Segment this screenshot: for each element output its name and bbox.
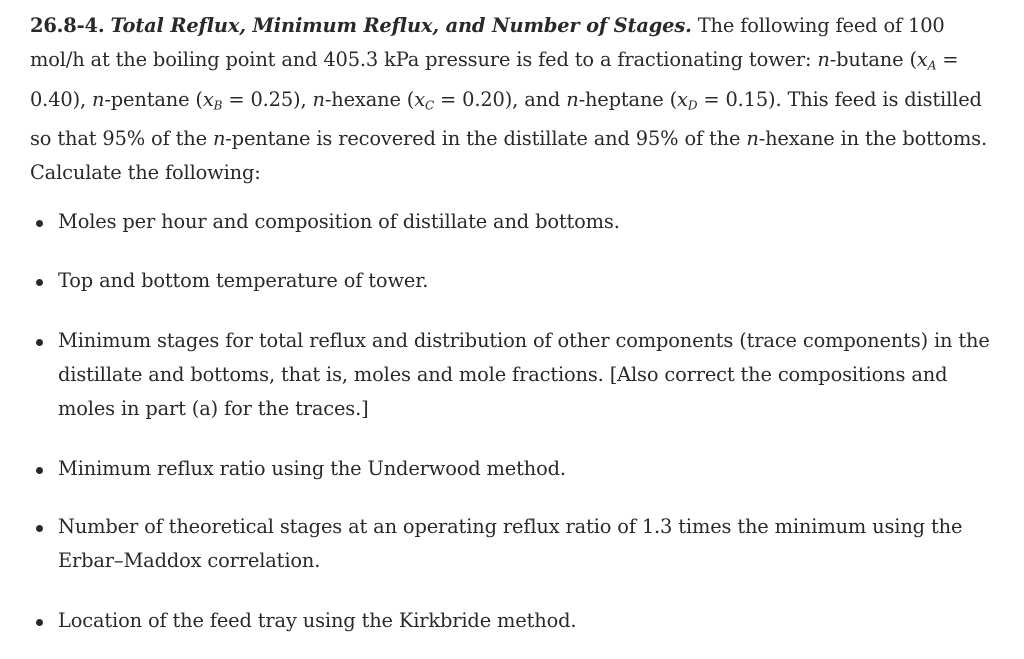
n-prefix: n (817, 48, 830, 71)
task-text: Minimum reflux ratio using the Underwood method. (58, 457, 566, 480)
bullet-icon (36, 279, 43, 286)
list-item (30, 324, 1005, 426)
mole-fraction-symbol: $x_B$ (202, 87, 223, 113)
n-prefix: n (746, 127, 759, 151)
bullet-icon (36, 467, 43, 474)
n-prefix: n (212, 127, 226, 151)
bullet-icon (36, 525, 43, 532)
mole-fraction-symbol: $x_C$ (414, 87, 435, 113)
bullet-icon (36, 619, 43, 626)
intro-text: The following feed of 100 mol/h at the boiling point and 405.3 kPa pressure is fed to a fractionating tower: (30, 14, 945, 71)
task-text: Number of theoretical stages at an operating reflux ratio of 1.3 times the minimum using the Erbar–Maddox correlation. (58, 515, 963, 572)
list-item (30, 604, 1005, 638)
list-item (30, 510, 1005, 578)
n-prefix: n (566, 87, 579, 111)
task-text: Moles per hour and composition of distillate and bottoms. (58, 210, 620, 233)
mole-fraction-symbol: $x_A$ (916, 48, 937, 73)
intro-text: = 0.40), (30, 48, 959, 111)
problem-title: Total Reflux, Minimum Reflux, and Number of Stages. (110, 14, 692, 37)
intro-text: -hexane ( (324, 87, 415, 111)
bullet-icon (36, 220, 43, 227)
intro-text: -pentane ( (104, 87, 203, 111)
bullet-icon (36, 339, 43, 346)
list-item (30, 452, 1005, 486)
task-text: Minimum stages for total reflux and distribution of other components (trace components) in the distillate and bottoms, that is, moles and mole fractions. [Also correct the compositions and moles in part (a) for the traces.] (58, 329, 990, 420)
problem-number: 26.8-4. (30, 14, 105, 37)
list-item (30, 205, 1005, 239)
intro-text: -hexane in the bottoms. Calculate the following: (30, 127, 987, 185)
mole-fraction-symbol: $x_D$ (677, 87, 698, 113)
intro-text: = 0.25), (222, 87, 313, 111)
intro-text: -heptane ( (578, 87, 678, 111)
n-prefix: n (312, 87, 325, 111)
intro-text: = 0.15). This feed is distilled so that 95% of the (30, 87, 982, 151)
intro-text: -pentane is recovered in the distillate and 95% of the (225, 127, 747, 151)
task-text: Top and bottom temperature of tower. (58, 269, 429, 292)
n-prefix: n (92, 87, 105, 111)
task-text: Location of the feed tray using the Kirkbride method. (58, 609, 577, 632)
intro-text: -butane ( (829, 48, 917, 71)
list-item (30, 264, 1005, 298)
intro-text: = 0.20), and (434, 87, 567, 111)
